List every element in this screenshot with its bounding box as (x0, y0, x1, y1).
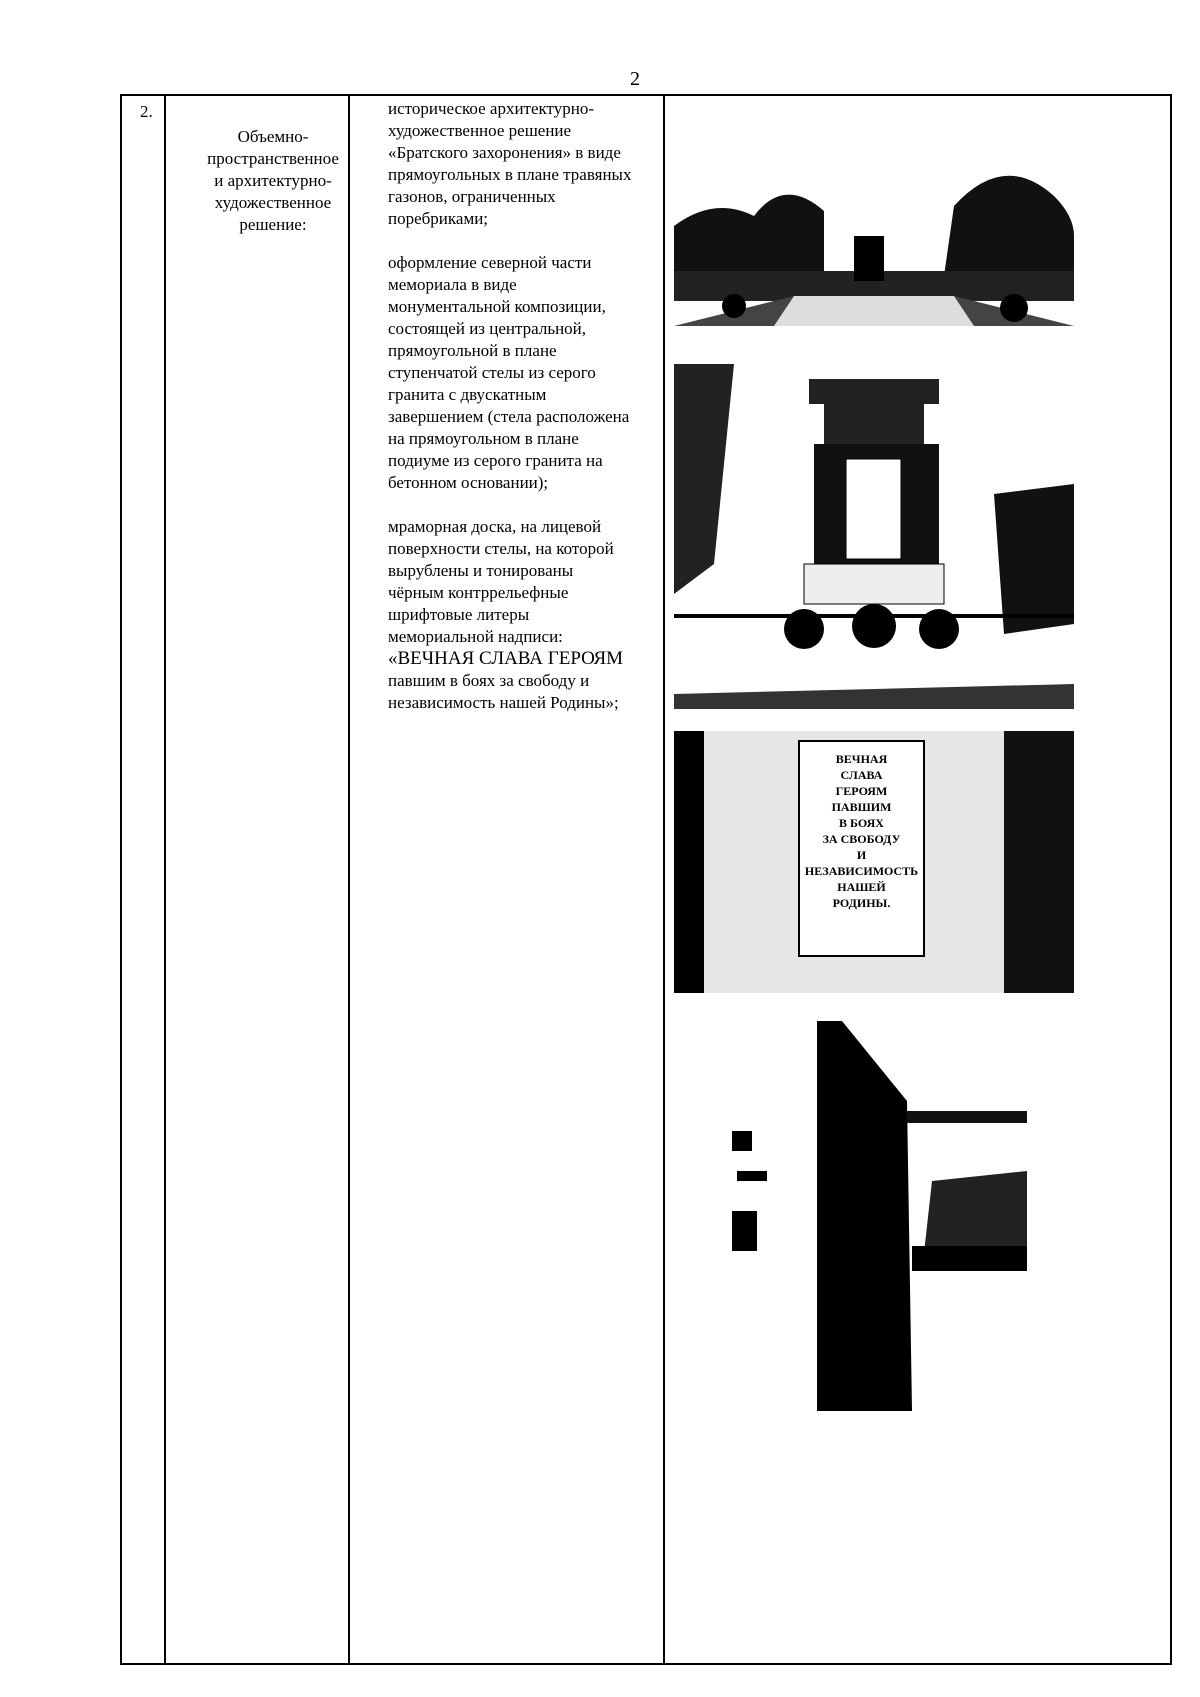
stele-side-photo (732, 1021, 1027, 1411)
plaque-line: В БОЯХ (839, 816, 884, 830)
column-divider (348, 96, 350, 1663)
inscription-quote: «ВЕЧНАЯ СЛАВА ГЕРОЯМ (388, 648, 624, 669)
plaque-line: НЕЗАВИСИМОСТЬ (804, 864, 919, 878)
row-title: Объемно- пространственное и архитектурно- художественное решение: (207, 127, 339, 234)
plaque-line: НАШЕЙ (837, 880, 886, 894)
page-number: 2 (630, 68, 640, 90)
row-number: 2. (140, 102, 153, 121)
description-paragraph-stele: оформление северной части мемориала в виде монументальной композиции, состоящей из центральной, прямоугольной в плане ступенчатой стелы из серого гранита с двускатным завершением (стела расположена на прямоугольном в плане подиуме из серого гранита на бетонном основании); (388, 253, 630, 492)
memorial-overview-photo (674, 156, 1074, 326)
plaque-line: ЗА СВОБОДУ (822, 832, 901, 846)
plaque-line: РОДИНЫ. (832, 896, 891, 910)
description-paragraph-plaque: мраморная доска, на лицевой поверхности стелы, на которой вырублены и тонированы чёрным контррельефные шрифтовые литеры мемориальной надписи: (388, 517, 614, 646)
plaque-line: ПАВШИМ (831, 800, 892, 814)
marble-plaque-photo (674, 731, 1074, 993)
plaque-line: СЛАВА (840, 768, 883, 782)
plaque-line: ВЕЧНАЯ (835, 752, 888, 766)
plaque-line: И (856, 848, 867, 862)
stele-front-photo (674, 364, 1074, 709)
description-paragraph-lawns: историческое архитектурно- художественное решение «Братского захоронения» в виде прямоугольных в плане травяных газонов, ограниченных поребриками; (388, 99, 632, 228)
inscription-continuation: павшим в боях за свободу и независимость нашей Родины»; (388, 671, 619, 712)
column-divider (164, 96, 166, 1663)
monument-description-table (120, 94, 1172, 1665)
plaque-line: ГЕРОЯМ (835, 784, 888, 798)
description-cell (388, 98, 718, 714)
plaque-inscription (801, 751, 922, 911)
